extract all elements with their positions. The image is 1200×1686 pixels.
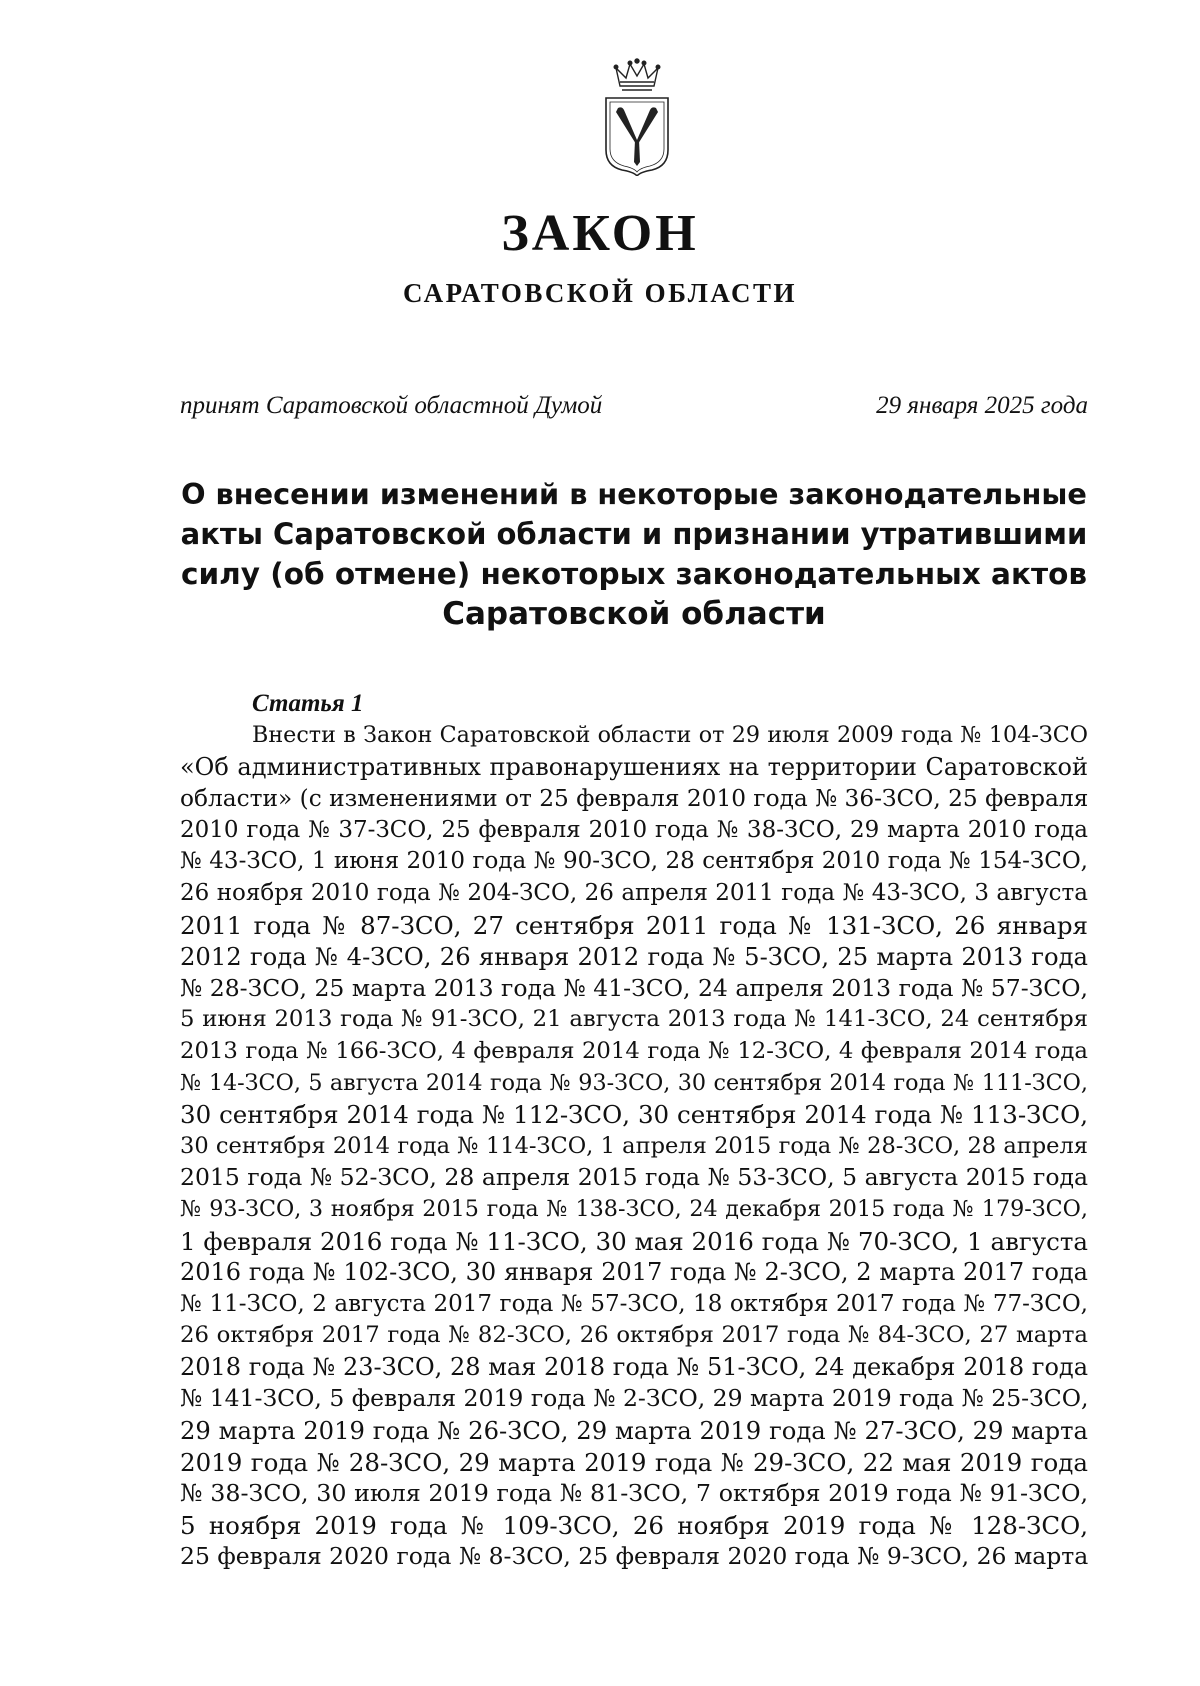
article-title: Статья 1: [252, 690, 364, 717]
adoption-date: 29 января 2025 года: [876, 392, 1088, 419]
article-body-line: № 43-ЗСО, 1 июня 2010 года № 90-ЗСО, 28 сентября 2010 года № 154-ЗСО,: [180, 848, 1088, 875]
document-subtitle: САРАТОВСКОЙ ОБЛАСТИ: [402, 278, 798, 308]
article-body-line: 1 февраля 2016 года № 11-ЗСО, 30 мая 2016 года № 70-ЗСО, 1 августа: [180, 1226, 1088, 1256]
law-heading: [180, 474, 1088, 634]
law-heading-line: Саратовской области: [442, 596, 826, 632]
article-body-line: 26 октября 2017 года № 82-ЗСО, 26 октября 2017 года № 84-ЗСО, 27 марта: [180, 1322, 1088, 1349]
law-heading-line: О внесении изменений в некоторые законодательные: [181, 477, 1087, 511]
article-body-line: области» (с изменениями от 25 февраля 2010 года № 36-ЗСО, 25 февраля: [180, 785, 1088, 813]
document-title: ЗАКОН: [501, 205, 699, 262]
article-body-line: 2013 года № 166-ЗСО, 4 февраля 2014 года № 12-ЗСО, 4 февраля 2014 года: [180, 1037, 1088, 1064]
adopted-by-text: принят Саратовской областной Думой: [180, 392, 603, 419]
article-body-line: Внести в Закон Саратовской области от 29 июля 2009 года № 104-ЗСО: [252, 722, 1088, 748]
article-body-line: 5 июня 2013 года № 91-ЗСО, 21 августа 2013 года № 141-ЗСО, 24 сентября: [180, 1006, 1088, 1033]
article-body-line: 2011 года № 87-ЗСО, 27 сентября 2011 года № 131-ЗСО, 26 января: [180, 910, 1088, 940]
article-body-line: № 14-ЗСО, 5 августа 2014 года № 93-ЗСО, 30 сентября 2014 года № 111-ЗСО,: [180, 1069, 1088, 1096]
saratov-coat-of-arms-icon: [600, 58, 674, 176]
article-body-line: № 28-ЗСО, 25 марта 2013 года № 41-ЗСО, 24 апреля 2013 года № 57-ЗСО,: [180, 973, 1088, 1002]
article-body-line: 2010 года № 37-ЗСО, 25 февраля 2010 года № 38-ЗСО, 29 марта 2010 года: [180, 816, 1088, 843]
article-body-line: № 11-ЗСО, 2 августа 2017 года № 57-ЗСО, 18 октября 2017 года № 77-ЗСО,: [180, 1290, 1088, 1317]
article-body-line: № 93-ЗСО, 3 ноября 2015 года № 138-ЗСО, 24 декабря 2015 года № 179-ЗСО,: [180, 1195, 1088, 1222]
article-body-line: 26 ноября 2010 года № 204-ЗСО, 26 апреля 2011 года № 43-ЗСО, 3 августа: [180, 879, 1088, 906]
article-body-line: 2016 года № 102-ЗСО, 30 января 2017 года № 2-ЗСО, 2 марта 2017 года: [180, 1258, 1088, 1287]
article-body-line: 30 сентября 2014 года № 114-ЗСО, 1 апреля 2015 года № 28-ЗСО, 28 апреля: [180, 1132, 1088, 1159]
article-body-line: 25 февраля 2020 года № 8-ЗСО, 25 февраля 2020 года № 9-ЗСО, 26 марта: [180, 1542, 1088, 1571]
article-body-line: 5 ноября 2019 года № 109-ЗСО, 26 ноября 2019 года № 128-ЗСО,: [180, 1510, 1088, 1540]
law-heading-line: силу (об отмене) некоторых законодательных актов: [180, 557, 1088, 591]
article-body-line: № 38-ЗСО, 30 июля 2019 года № 81-ЗСО, 7 октября 2019 года № 91-ЗСО,: [180, 1479, 1088, 1508]
article-body-line: 2018 года № 23-ЗСО, 28 мая 2018 года № 51-ЗСО, 24 декабря 2018 года: [180, 1352, 1088, 1381]
article-body-line: 2019 года № 28-ЗСО, 29 марта 2019 года № 29-ЗСО, 22 мая 2019 года: [180, 1447, 1088, 1477]
law-heading-line: акты Саратовской области и признании утратившими: [180, 517, 1088, 551]
article-body-line: «Об административных правонарушениях на территории Саратовской: [180, 752, 1088, 781]
article-body-line: 30 сентября 2014 года № 112-ЗСО, 30 сентября 2014 года № 113-ЗСО,: [180, 1100, 1088, 1130]
article-body-line: 29 марта 2019 года № 26-ЗСО, 29 марта 2019 года № 27-ЗСО, 29 марта: [180, 1416, 1088, 1446]
article-body-line: 2012 года № 4-ЗСО, 26 января 2012 года № 5-ЗСО, 25 марта 2013 года: [180, 942, 1088, 972]
article-body: [180, 720, 1088, 1573]
article-body-line: № 141-ЗСО, 5 февраля 2019 года № 2-ЗСО, 29 марта 2019 года № 25-ЗСО,: [180, 1384, 1088, 1413]
article-body-line: 2015 года № 52-ЗСО, 28 апреля 2015 года № 53-ЗСО, 5 августа 2015 года: [180, 1163, 1088, 1192]
